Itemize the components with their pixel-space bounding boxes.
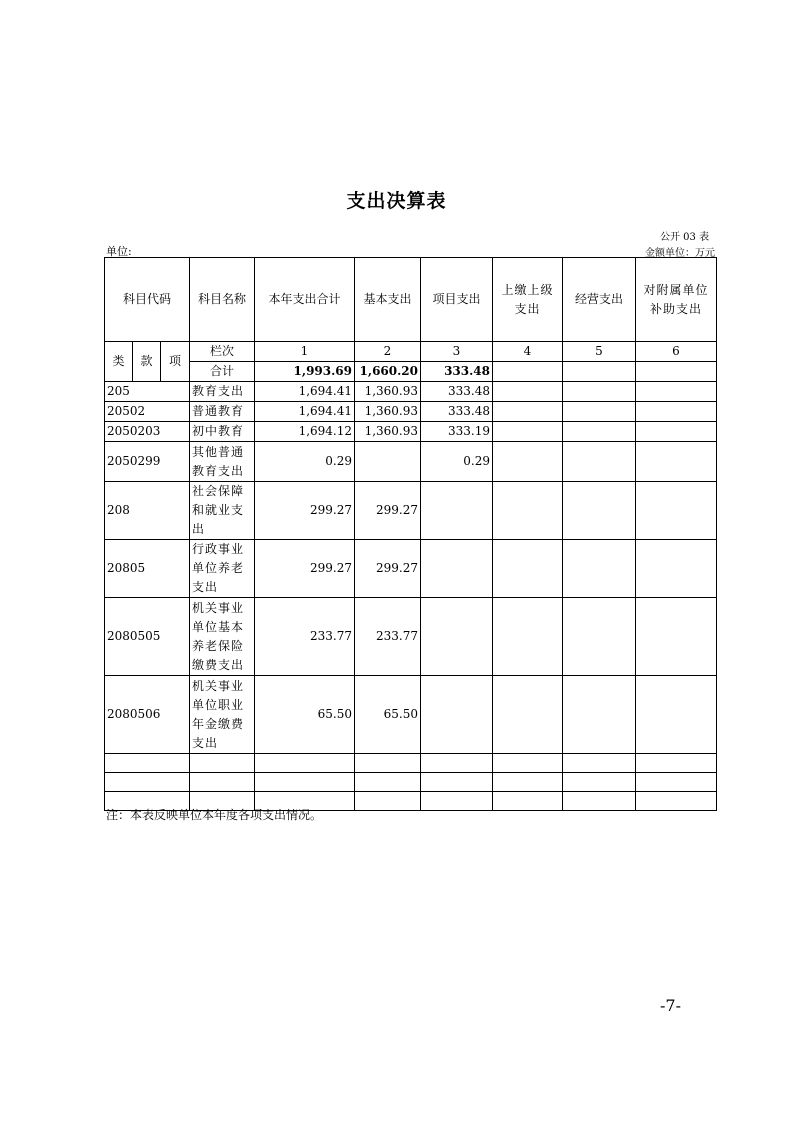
table-row [105,382,717,402]
table-row [105,482,717,540]
total-row [105,362,717,382]
col-num-1: 1 [255,342,355,362]
header-name: 科目名称 [190,258,255,342]
row-name: 行政事业 单位养老 支出 [190,540,255,598]
expenditure-table [104,257,717,811]
row-code: 205 [105,382,190,402]
header-upper: 上缴上级 支出 [493,258,563,342]
table-row [105,402,717,422]
table-note: 注：本表反映单位本年度各项支出情况。 [106,808,323,822]
row-project: 333.48 [421,402,493,422]
empty-row [105,754,717,773]
row-total: 65.50 [255,676,355,754]
row-total: 0.29 [255,442,355,482]
header-kuan: 款 [133,342,161,382]
col-num-5: 5 [563,342,636,362]
header-business: 经营支出 [563,258,636,342]
row-name: 普通教育 [190,402,255,422]
table-row [105,540,717,598]
row-total: 299.27 [255,482,355,540]
total-label: 合计 [190,362,255,382]
table-row [105,422,717,442]
row-name: 初中教育 [190,422,255,442]
row-code: 208 [105,482,190,540]
row-code: 20502 [105,402,190,422]
row-code: 2080506 [105,676,190,754]
form-number: 公开 03 表 [660,232,710,243]
header-code: 科目代码 [105,258,190,342]
row-code: 2050299 [105,442,190,482]
row-total: 233.77 [255,598,355,676]
header-xiang: 项 [161,342,190,382]
header-project: 项目支出 [421,258,493,342]
amount-unit: 金额单位：万元 [645,248,715,259]
row-basic [355,442,421,482]
row-name: 机关事业 单位职业 年金缴费 支出 [190,676,255,754]
total-total: 1,993.69 [255,362,355,382]
row-code: 20805 [105,540,190,598]
header-lei: 类 [105,342,133,382]
row-project [421,540,493,598]
row-total: 1,694.41 [255,402,355,422]
row-basic: 299.27 [355,540,421,598]
row-total: 299.27 [255,540,355,598]
row-basic: 65.50 [355,676,421,754]
header-total: 本年支出合计 [255,258,355,342]
row-basic: 1,360.93 [355,382,421,402]
unit-label: 单位: [106,245,132,258]
table-row [105,442,717,482]
header-column-no: 栏次 [190,342,255,362]
row-total: 1,694.41 [255,382,355,402]
row-project [421,598,493,676]
row-basic: 233.77 [355,598,421,676]
row-basic: 1,360.93 [355,402,421,422]
row-basic: 299.27 [355,482,421,540]
col-num-2: 2 [355,342,421,362]
row-name: 社会保障 和就业支 出 [190,482,255,540]
col-num-4: 4 [493,342,563,362]
row-name: 教育支出 [190,382,255,402]
col-num-3: 3 [421,342,493,362]
row-code: 2080505 [105,598,190,676]
row-name: 其他普通 教育支出 [190,442,255,482]
empty-row [105,773,717,792]
header-basic: 基本支出 [355,258,421,342]
row-name: 机关事业 单位基本 养老保险 缴费支出 [190,598,255,676]
table-row [105,676,717,754]
col-num-6: 6 [636,342,717,362]
row-project: 333.19 [421,422,493,442]
row-total: 1,694.12 [255,422,355,442]
row-project: 0.29 [421,442,493,482]
table-row [105,598,717,676]
row-code: 2050203 [105,422,190,442]
row-project: 333.48 [421,382,493,402]
page-number: -7- [660,996,681,1015]
total-basic: 1,660.20 [355,362,421,382]
header-subsidy: 对附属单位 补助支出 [636,258,717,342]
row-project [421,482,493,540]
page-title: 支出决算表 [346,190,447,212]
total-project: 333.48 [421,362,493,382]
row-basic: 1,360.93 [355,422,421,442]
row-project [421,676,493,754]
